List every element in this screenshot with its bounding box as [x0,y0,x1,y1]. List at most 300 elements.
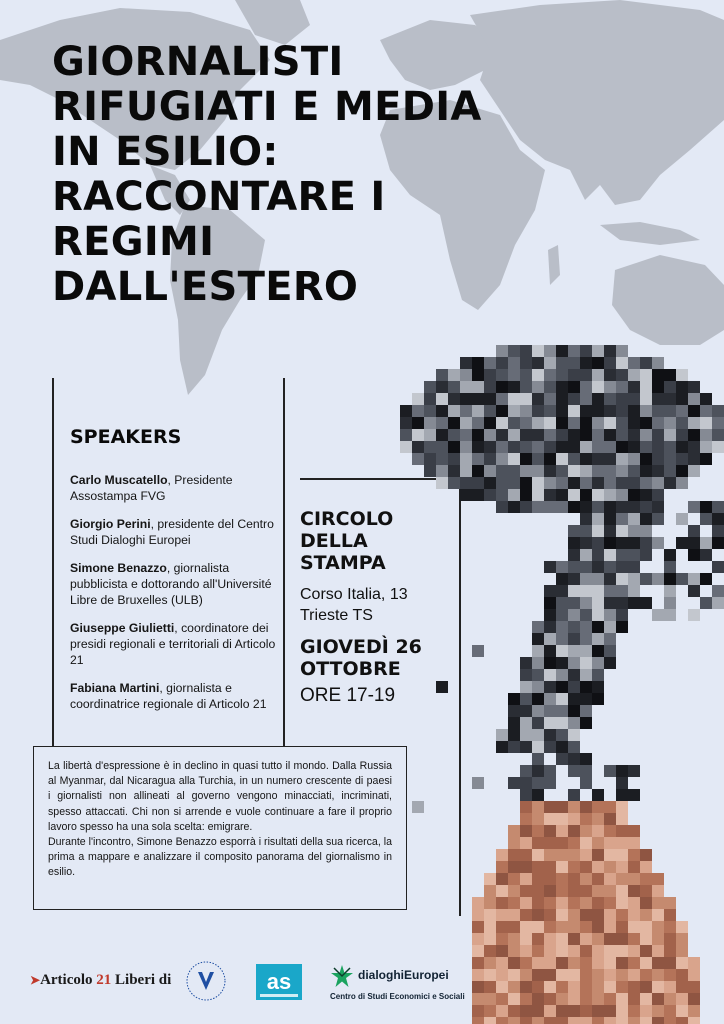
speaker-role: , coordinatore dei presidi regionali e territoriali di Articolo 21 [70,621,276,667]
camera-pixel [604,765,616,777]
camera-pixel [616,621,628,633]
camera-pixel [580,777,592,789]
camera-pixel [532,417,544,429]
camera-pixel [712,513,724,525]
camera-pixel [460,489,472,501]
camera-pixel [568,681,580,693]
camera-pixel [544,609,556,621]
camera-pixel [604,825,616,837]
camera-pixel [664,393,676,405]
camera-pixel [592,621,604,633]
camera-pixel [484,873,496,885]
camera-pixel [568,801,580,813]
camera-pixel [616,525,628,537]
camera-pixel [532,501,544,513]
camera-pixel [448,369,460,381]
camera-pixel [580,609,592,621]
partner-logos [0,950,724,1020]
camera-pixel [568,369,580,381]
camera-pixel [472,405,484,417]
camera-pixel [616,921,628,933]
camera-pixel [640,417,652,429]
camera-pixel [520,837,532,849]
camera-pixel [688,453,700,465]
camera-pixel [400,429,412,441]
camera-pixel [532,657,544,669]
camera-pixel [412,441,424,453]
camera-pixel [508,933,520,945]
camera-pixel [508,477,520,489]
camera-pixel [496,921,508,933]
camera-pixel [520,729,532,741]
camera-pixel [700,417,712,429]
camera-pixel [544,429,556,441]
camera-pixel [568,705,580,717]
camera-pixel [652,489,664,501]
camera-pixel [580,657,592,669]
camera-pixel [628,897,640,909]
camera-pixel [712,561,724,573]
camera-pixel [496,393,508,405]
camera-pixel [412,801,424,813]
camera-pixel [556,453,568,465]
camera-pixel [580,621,592,633]
camera-pixel [436,417,448,429]
camera-pixel [664,381,676,393]
camera-pixel [592,429,604,441]
camera-pixel [544,357,556,369]
camera-pixel [580,465,592,477]
camera-pixel [556,849,568,861]
camera-pixel [664,369,676,381]
camera-pixel [580,669,592,681]
poster-title [52,40,522,310]
camera-pixel [616,393,628,405]
camera-pixel [712,597,724,609]
camera-pixel [616,909,628,921]
camera-pixel [616,369,628,381]
camera-pixel [460,357,472,369]
speaker-name: Simone Benazzo [70,561,167,575]
camera-pixel [628,837,640,849]
camera-pixel [520,489,532,501]
camera-pixel [472,381,484,393]
camera-pixel [532,705,544,717]
camera-pixel [520,417,532,429]
camera-pixel [544,633,556,645]
camera-pixel [484,933,496,945]
camera-pixel [580,633,592,645]
camera-pixel [628,861,640,873]
camera-pixel [496,441,508,453]
camera-pixel [484,429,496,441]
camera-pixel [628,465,640,477]
camera-pixel [508,705,520,717]
camera-pixel [424,465,436,477]
camera-pixel [592,921,604,933]
camera-pixel [604,549,616,561]
camera-pixel [580,345,592,357]
camera-pixel [616,825,628,837]
camera-pixel [520,741,532,753]
camera-pixel [532,381,544,393]
camera-pixel [472,921,484,933]
camera-pixel [496,453,508,465]
camera-pixel [616,417,628,429]
camera-pixel [568,609,580,621]
camera-pixel [436,429,448,441]
camera-pixel [556,741,568,753]
camera-pixel [532,897,544,909]
camera-pixel [544,897,556,909]
camera-pixel [652,933,664,945]
camera-pixel [604,633,616,645]
camera-pixel [484,381,496,393]
camera-pixel [556,657,568,669]
camera-pixel [568,453,580,465]
camera-pixel [628,381,640,393]
camera-pixel [568,465,580,477]
camera-pixel [664,933,676,945]
camera-pixel [568,909,580,921]
camera-pixel [676,513,688,525]
camera-pixel [640,429,652,441]
camera-pixel [520,705,532,717]
camera-pixel [532,393,544,405]
camera-pixel [532,729,544,741]
camera-pixel [580,357,592,369]
camera-pixel [472,357,484,369]
camera-pixel [532,921,544,933]
camera-pixel [556,417,568,429]
ordine-giornalisti-seal-icon [185,960,227,1002]
speakers-heading: SPEAKERS [70,426,182,448]
camera-pixel [652,369,664,381]
camera-pixel [592,465,604,477]
camera-pixel [568,573,580,585]
camera-pixel [568,621,580,633]
camera-pixel [664,477,676,489]
camera-pixel [508,393,520,405]
camera-pixel [676,453,688,465]
camera-pixel [652,921,664,933]
camera-pixel [568,477,580,489]
camera-pixel [568,849,580,861]
camera-pixel [676,429,688,441]
camera-pixel [556,609,568,621]
camera-pixel [424,429,436,441]
camera-pixel [592,513,604,525]
camera-pixel [460,477,472,489]
dialoghi-europei-name: dialoghiEuropei [358,968,449,982]
camera-pixel [544,921,556,933]
camera-pixel [616,513,628,525]
camera-pixel [592,381,604,393]
camera-pixel [604,837,616,849]
camera-pixel [496,933,508,945]
camera-pixel [484,489,496,501]
camera-pixel [520,921,532,933]
camera-pixel [520,477,532,489]
camera-pixel [520,357,532,369]
camera-pixel [520,933,532,945]
camera-pixel [532,357,544,369]
camera-pixel [568,729,580,741]
camera-pixel [544,681,556,693]
camera-pixel [652,477,664,489]
camera-pixel [436,405,448,417]
camera-pixel [568,429,580,441]
camera-pixel [604,897,616,909]
camera-pixel [532,645,544,657]
camera-pixel [544,405,556,417]
camera-pixel [580,537,592,549]
camera-pixel [472,453,484,465]
camera-pixel [640,525,652,537]
camera-pixel [496,741,508,753]
camera-pixel [400,405,412,417]
articolo21-suffix: Liberi di [115,972,172,988]
camera-pixel [508,693,520,705]
camera-pixel [532,465,544,477]
camera-pixel [508,849,520,861]
camera-pixel [568,741,580,753]
camera-pixel [628,537,640,549]
camera-pixel [652,537,664,549]
camera-pixel [700,513,712,525]
camera-pixel [616,573,628,585]
camera-pixel [568,345,580,357]
camera-pixel [616,849,628,861]
camera-pixel [532,801,544,813]
camera-pixel [628,453,640,465]
camera-pixel [508,897,520,909]
camera-pixel [604,393,616,405]
camera-pixel [688,537,700,549]
camera-pixel [580,753,592,765]
camera-pixel [616,897,628,909]
camera-pixel [628,765,640,777]
camera-pixel [520,345,532,357]
camera-pixel [628,417,640,429]
camera-pixel [556,465,568,477]
venue-name: CIRCOLO DELLA STAMPA [300,508,394,574]
camera-pixel [700,441,712,453]
camera-pixel [532,873,544,885]
camera-pixel [688,441,700,453]
camera-pixel [592,549,604,561]
camera-pixel [484,477,496,489]
camera-pixel [448,417,460,429]
camera-pixel [544,501,556,513]
camera-pixel [556,405,568,417]
camera-pixel [580,453,592,465]
camera-pixel [592,885,604,897]
camera-pixel [508,885,520,897]
camera-pixel [592,669,604,681]
camera-pixel [448,453,460,465]
camera-pixel [544,489,556,501]
camera-pixel [580,693,592,705]
camera-pixel [472,429,484,441]
camera-pixel [628,429,640,441]
camera-pixel [520,813,532,825]
camera-pixel [568,585,580,597]
camera-pixel [532,933,544,945]
camera-pixel [544,477,556,489]
camera-pixel [520,801,532,813]
camera-pixel [556,345,568,357]
camera-pixel [652,897,664,909]
speaker-name: Giuseppe Giulietti [70,621,175,635]
camera-pixel [712,417,724,429]
camera-pixel [580,813,592,825]
camera-pixel [424,417,436,429]
camera-pixel [556,693,568,705]
camera-pixel [664,453,676,465]
camera-pixel [580,897,592,909]
speaker-item [70,516,280,548]
camera-pixel [532,717,544,729]
camera-pixel [568,813,580,825]
camera-pixel [508,345,520,357]
speakers-right-divider [283,378,285,746]
camera-pixel [532,861,544,873]
camera-pixel [652,381,664,393]
camera-pixel [604,441,616,453]
camera-pixel [556,825,568,837]
camera-pixel [508,465,520,477]
camera-pixel [508,873,520,885]
camera-pixel [616,357,628,369]
camera-pixel [496,465,508,477]
camera-pixel [700,405,712,417]
camera-pixel [580,861,592,873]
speaker-role: , presidente del Centro Studi Dialoghi Europei [70,517,274,547]
camera-pixel [652,465,664,477]
camera-pixel [604,849,616,861]
camera-pixel [580,825,592,837]
camera-pixel [640,873,652,885]
camera-pixel [544,813,556,825]
camera-pixel [664,585,676,597]
camera-pixel [496,429,508,441]
camera-pixel [400,417,412,429]
camera-pixel [544,669,556,681]
camera-pixel [580,909,592,921]
title-line: RACCONTARE I [52,174,386,220]
camera-pixel [520,441,532,453]
camera-pixel [556,597,568,609]
camera-pixel [604,873,616,885]
camera-pixel [436,369,448,381]
camera-pixel [544,453,556,465]
camera-pixel [712,501,724,513]
camera-pixel [616,861,628,873]
camera-pixel [640,909,652,921]
description-paragraph: Durante l'incontro, Simone Benazzo esporrà i risultati della sua ricerca, la prima a mappare e analizzare il composito panorama del giornalismo in esilio. [48,836,392,879]
camera-pixel [556,885,568,897]
camera-pixel [556,705,568,717]
camera-pixel [604,513,616,525]
camera-pixel [580,849,592,861]
camera-pixel [556,585,568,597]
camera-pixel [604,657,616,669]
camera-pixel [652,909,664,921]
camera-pixel [592,873,604,885]
camera-pixel [592,789,604,801]
camera-pixel [520,777,532,789]
camera-pixel [568,933,580,945]
camera-pixel [580,525,592,537]
camera-pixel [520,369,532,381]
camera-pixel [628,789,640,801]
camera-pixel [544,729,556,741]
camera-pixel [520,501,532,513]
camera-pixel [640,933,652,945]
camera-pixel [532,849,544,861]
camera-pixel [556,681,568,693]
camera-pixel [520,849,532,861]
camera-pixel [592,633,604,645]
camera-pixel [508,729,520,741]
camera-pixel [616,381,628,393]
camera-pixel [544,885,556,897]
camera-pixel [544,645,556,657]
camera-pixel [544,441,556,453]
camera-pixel [508,909,520,921]
camera-pixel [652,357,664,369]
camera-pixel [544,801,556,813]
camera-pixel [472,393,484,405]
camera-pixel [640,357,652,369]
camera-pixel [640,513,652,525]
camera-pixel [520,657,532,669]
camera-pixel [580,573,592,585]
camera-pixel [580,597,592,609]
camera-pixel [604,933,616,945]
camera-pixel [568,921,580,933]
camera-pixel [676,393,688,405]
articolo21-text: Articolo [40,972,93,988]
camera-pixel [580,381,592,393]
camera-pixel [532,813,544,825]
camera-pixel [592,849,604,861]
title-line: DALL'ESTERO [52,264,359,310]
camera-pixel [568,549,580,561]
speaker-item [70,472,280,504]
camera-pixel [508,429,520,441]
camera-pixel [604,357,616,369]
camera-pixel [484,453,496,465]
camera-pixel [544,621,556,633]
camera-pixel [532,453,544,465]
camera-pixel [544,417,556,429]
camera-pixel [424,393,436,405]
camera-pixel [592,525,604,537]
camera-pixel [568,765,580,777]
camera-pixel [436,477,448,489]
camera-pixel [616,429,628,441]
camera-pixel [460,405,472,417]
camera-pixel [544,777,556,789]
camera-pixel [688,381,700,393]
speaker-item [70,620,280,668]
camera-pixel [532,405,544,417]
camera-pixel [544,717,556,729]
camera-pixel [520,765,532,777]
camera-pixel [640,441,652,453]
